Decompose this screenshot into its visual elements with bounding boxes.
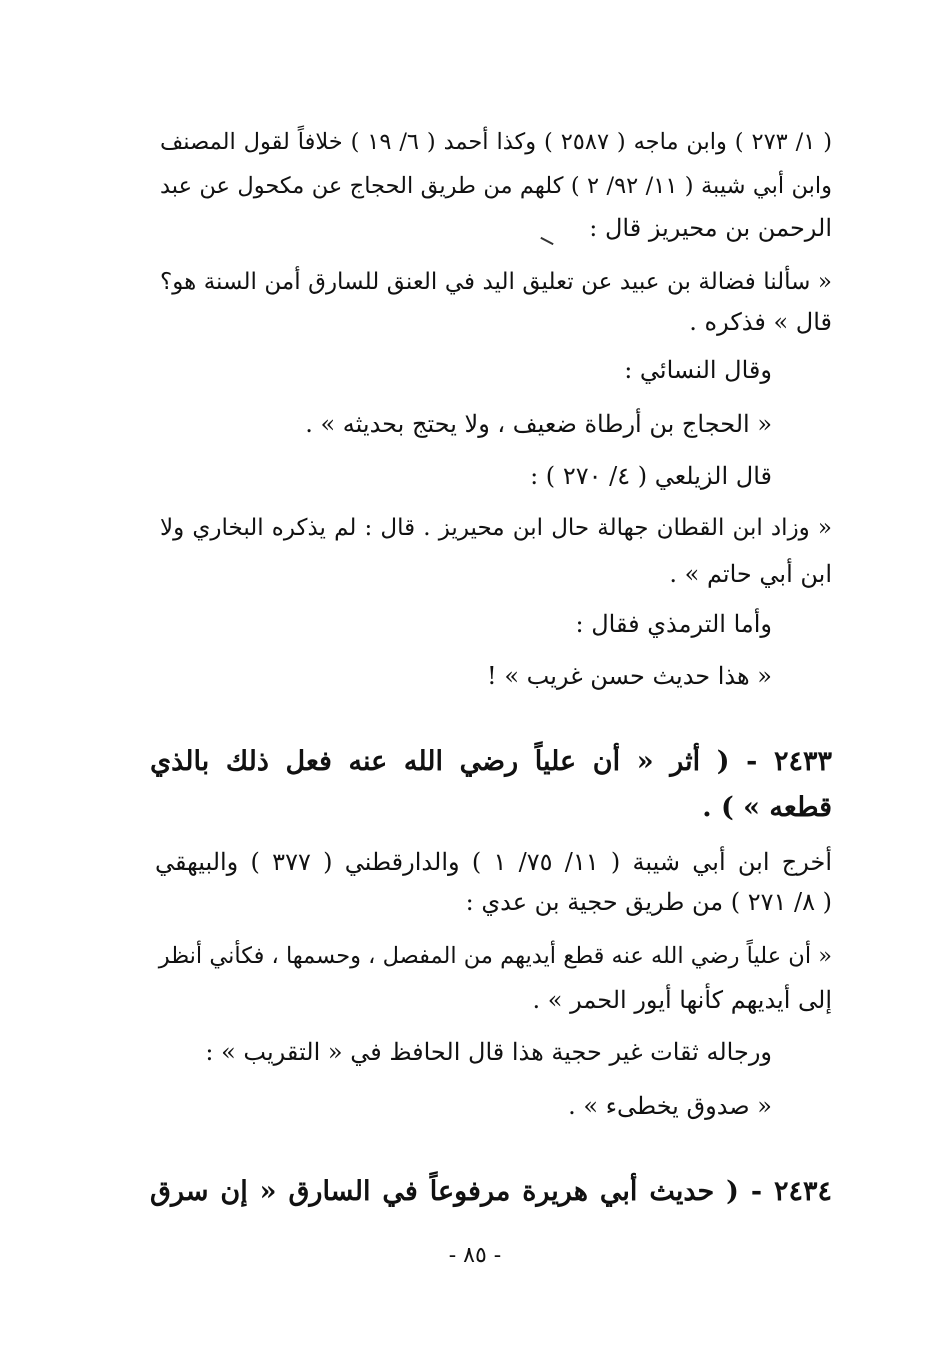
page-number: - ٨٥ - [448,1243,502,1268]
quote-line: إلى أيديهم كأنها أيور الحمر » . [532,986,832,1014]
text-line: وقال النسائي : [624,356,772,384]
text-line: ( ١/ ٢٧٣ ) وابن ماجه ( ٢٥٨٧ ) وكذا أحمد ( ٦/ ١٩ ) خلافاً لقول المصنف [160,129,833,155]
quote-line: « هذا حديث حسن غريب » ! [487,662,772,690]
quote-line: « أن علياً رضي الله عنه قطع أيديهم من المفصل ، وحسمها ، فكأني أنظر [158,943,832,969]
entry-heading: ٢٤٣٣ - ( أثر « أن علياً رضي الله عنه فعل ذلك بالذي [150,746,832,777]
quote-line: « وزاد ابن القطان جهالة حال ابن محيريز . قال : لم يذكره البخاري ولا [160,515,832,541]
text-line: أخرج ابن أبي شيبة ( ١١/ ٧٥/ ١ ) والدارقطني ( ٣٧٧ ) والبيهقي [155,848,833,876]
entry-heading: ٢٤٣٤ - ( حديث أبي هريرة مرفوعاً في السارق « إن سرق [150,1176,832,1207]
text-line: وأما الترمذي فقال : [575,610,772,638]
text-line: الرحمن بن محيريز قال : [589,214,832,242]
entry-heading: قطعه » ) . [702,792,832,823]
quote-line: قال » فذكره . [689,308,832,336]
text-line: وابن أبي شيبة ( ١١/ ٩٢/ ٢ ) كلهم من طريق الحجاج عن مكحول عن عبد [160,173,833,199]
text-line: ورجاله ثقات غير حجية هذا قال الحافظ في « التقريب » : [205,1038,772,1066]
quote-line: ابن أبي حاتم » . [669,560,832,588]
quote-line: « سألنا فضالة بن عبيد عن تعليق اليد في العنق للسارق أمن السنة هو؟ [160,269,832,295]
text-line: قال الزيلعي ( ٤/ ٢٧٠ ) : [530,462,772,490]
quote-line: « الحجاج بن أرطاة ضعيف ، ولا يحتج بحديثه » . [305,410,772,438]
text-line: ( ٨/ ٢٧١ ) من طريق حجية بن عدي : [465,888,832,916]
scan-mark [540,237,553,245]
quote-line: « صدوق يخطىء » . [568,1092,772,1120]
